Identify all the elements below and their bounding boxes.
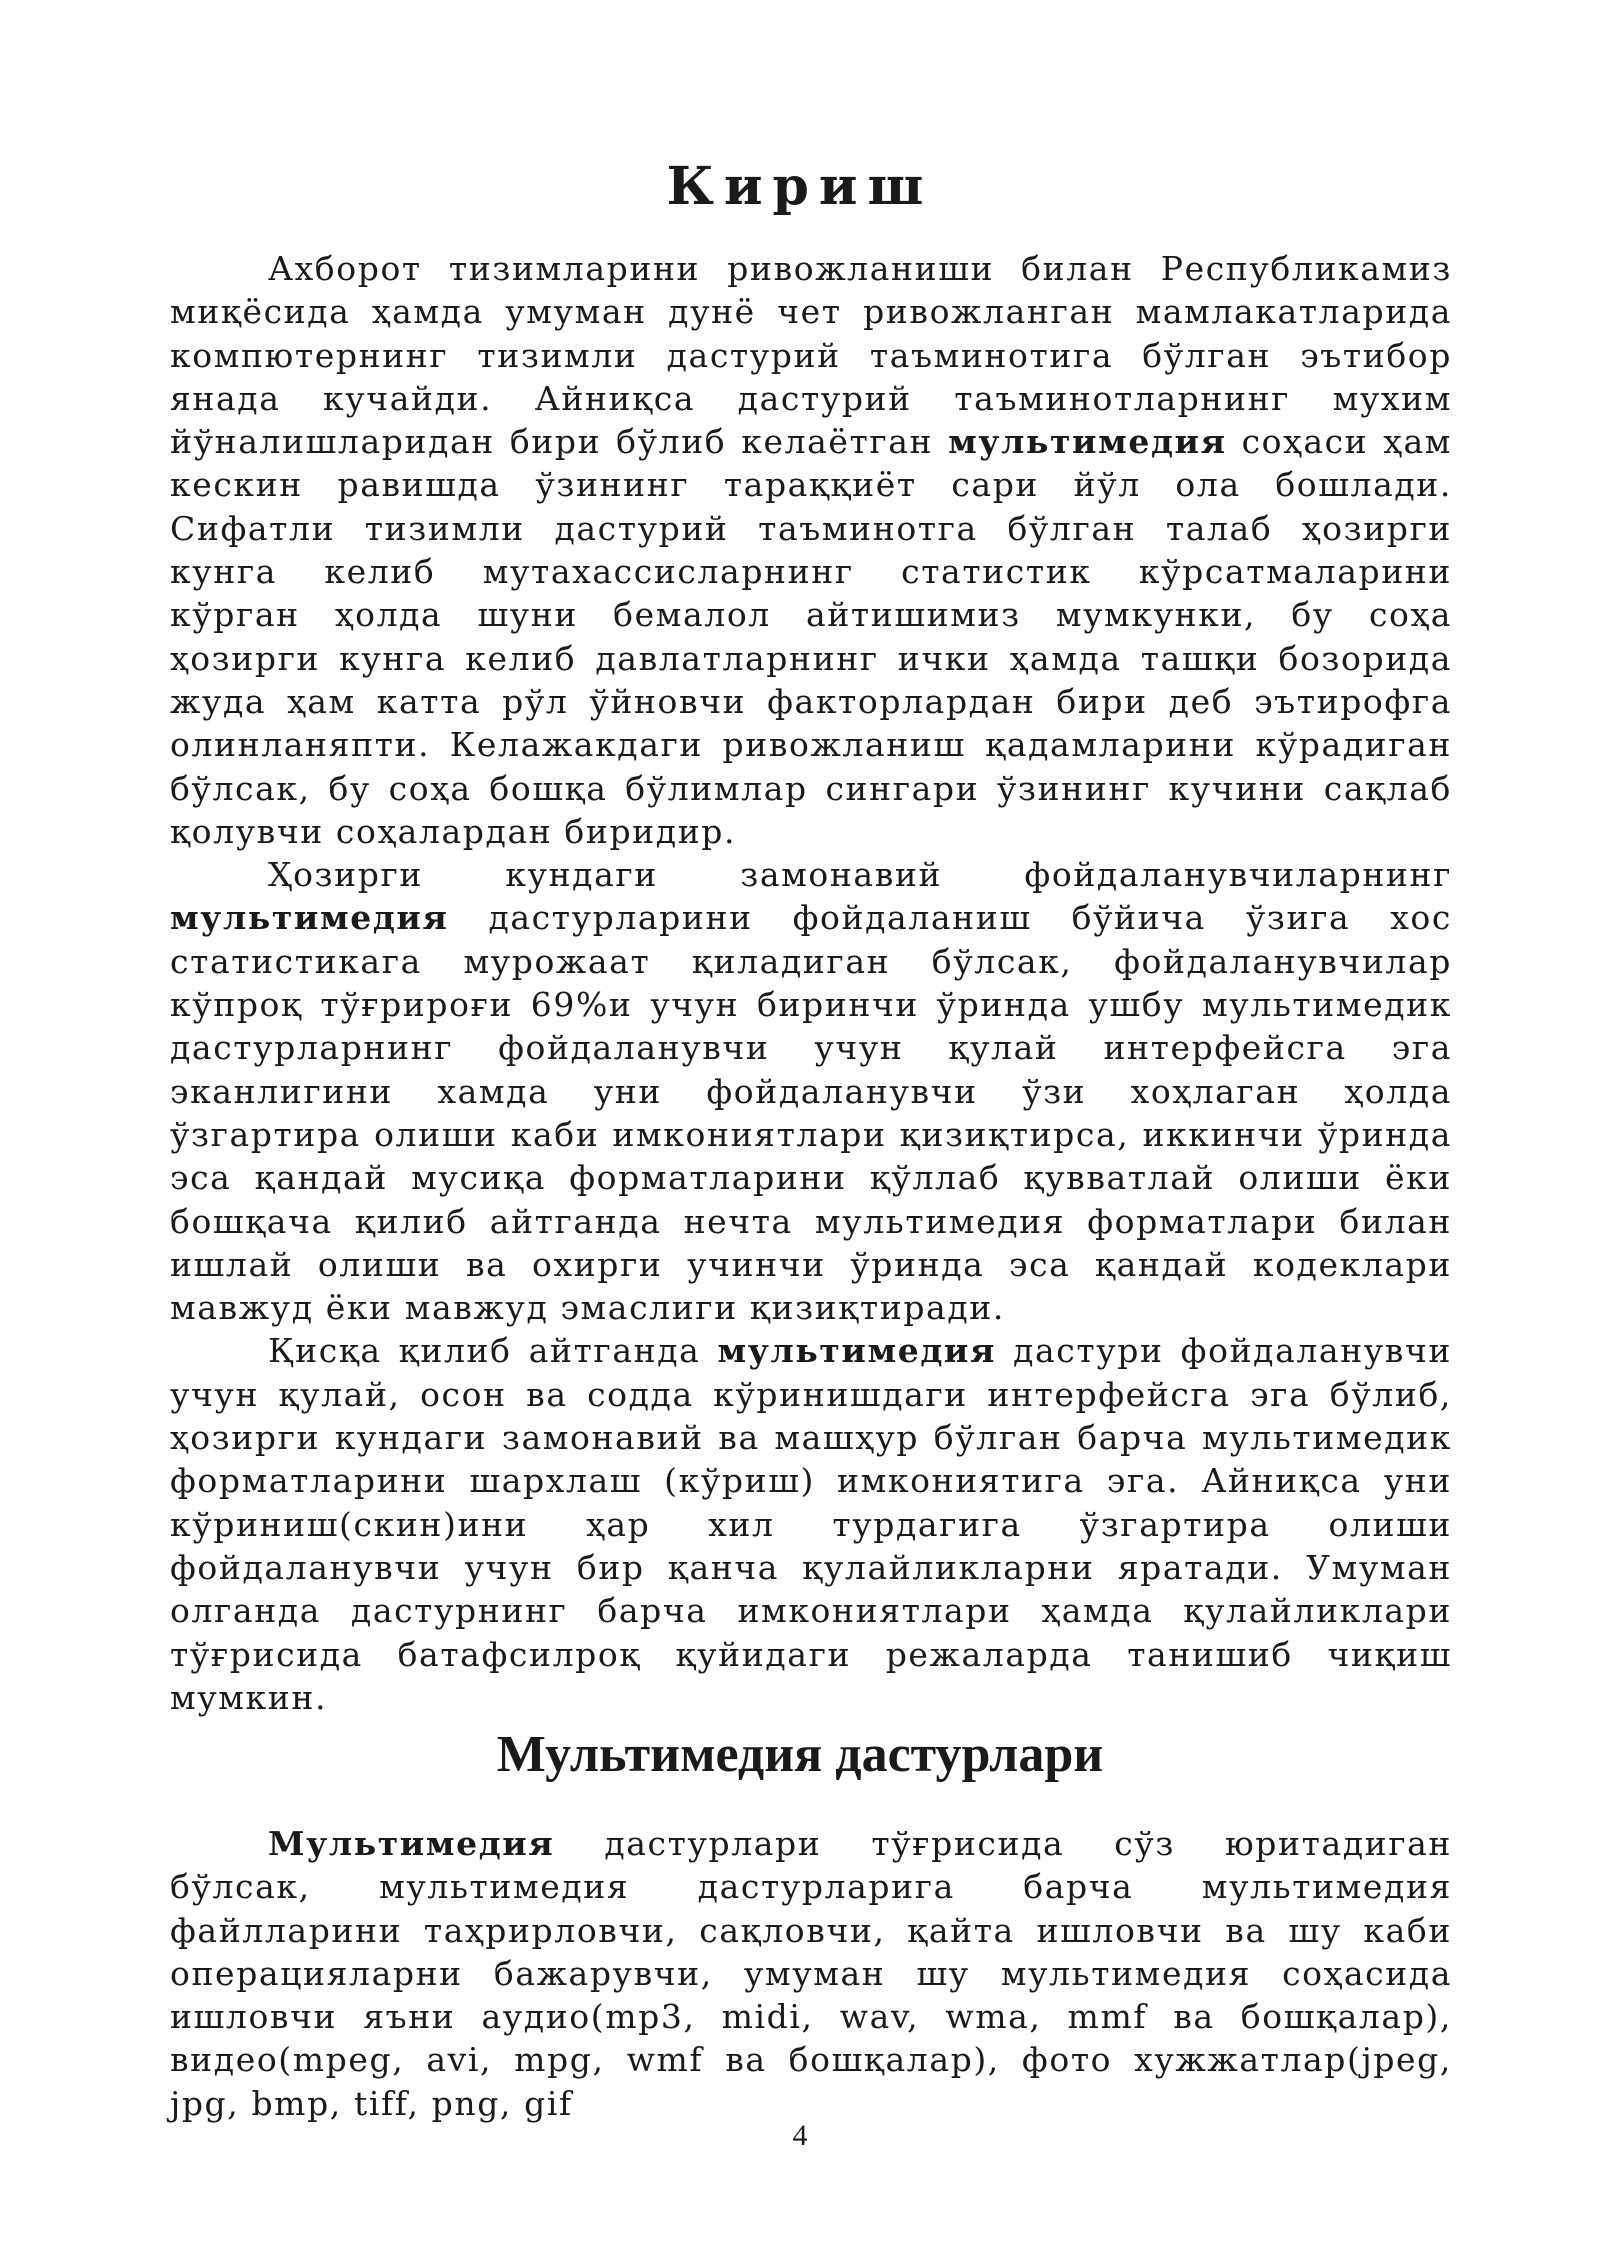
multimedia-text-block bbox=[170, 1822, 1452, 2125]
intro-text-block bbox=[170, 247, 1452, 1719]
page-number: 4 bbox=[792, 2119, 808, 2152]
bold-term: мультимедия bbox=[948, 422, 1227, 462]
bold-term: мультимедия bbox=[170, 898, 449, 938]
multimedia-paragraph: Мультимедия дастурлари тўғрисида сўз юритадиган бўлсак, мультимедия дастурларига барча мультимедия файлларини таҳрирловчи, сақловчи, қайта ишловчи ва шу каби операцияларни бажарувчи, умуман шу мультимедия соҳасида ишловчи яъни аудио(mp3, midi, wav, wma, mmf ва бошқалар), видео(mpeg, avi, mpg, wmf ва бошқалар), фото хужжатлар(jpeg, jpg, bmp, tiff, png, gif bbox=[170, 1824, 1452, 2123]
bold-term: мультимедия bbox=[717, 1331, 996, 1371]
intro-paragraph-3: Қисқа қилиб айтганда мультимедия дастури фойдаланувчи учун қулай, осон ва содда кўринишдаги интерфейсга эга бўлиб, ҳозирги кундаги замонавий ва машҳур бўлган барча мультимедик форматларини шархлаш (кўриш) имкониятига эга. Айниқса уни кўриниш(скин)ини ҳар хил турдагига ўзгартира олиши фойдаланувчи учун бир қанча қулайликларни яратади. Умуман олганда дастурнинг барча имкониятлари ҳамда қулайликлари тўғрисида батафсилроқ қуйидаги режаларда танишиб чиқиш мумкин. bbox=[170, 1331, 1452, 1717]
bold-term: Мультимедия bbox=[268, 1824, 555, 1863]
heading-intro: Кириш bbox=[666, 156, 934, 217]
intro-paragraph-2: Ҳозирги кундаги замонавий фойдаланувчиларнинг мультимедия дастурларини фойдаланиш бўйича ўзига хос статистикага мурожаат қиладиган бўлсак, фойдаланувчилар кўпроқ тўғрироғи 69%и учун биринчи ўринда ушбу мультимедик дастурларнинг фойдаланувчи учун қулай интерфейсга эга эканлигини хамда уни фойдаланувчи ўзи хоҳлаган ҳолда ўзгартира олиши каби имкониятлари қизиқтирса, иккинчи ўринда эса қандай мусиқа форматларини қўллаб қувватлай олиши ёки бошқача қилиб айтганда нечта мультимедия форматлари билан ишлай олиши ва охирги учинчи ўринда эса қандай кодеклари мавжуд ёки мавжуд эмаслиги қизиқтиради. bbox=[170, 855, 1452, 1328]
heading-multimedia-programs: Мультимедия дастурлари bbox=[496, 1726, 1104, 1783]
intro-paragraph-1: Ахборот тизимларини ривожланиши билан Республикамиз миқёсида ҳамда умуман дунё чет ривожланган мамлакатларида компютернинг тизимли дастурий таъминотига бўлган эътибор янада кучайди. Айниқса дастурий таъминотларнинг мухим йўналишларидан бири бўлиб келаётган мультимедия соҳаси ҳам кескин равишда ўзининг тараққиёт сари йўл ола бошлади. Сифатли тизимли дастурий таъминотга бўлган талаб ҳозирги кунга келиб мутахассисларнинг статистик кўрсатмаларини кўрган ҳолда шуни бемалол айтишимиз мумкунки, бу соҳа ҳозирги кунга келиб давлатларнинг ички ҳамда ташқи бозорида жуда ҳам катта рўл ўйновчи факторлардан бири деб эътирофга олинланяпти. Келажакдаги ривожланиш қадамларини кўрадиган бўлсак, бу соҳа бошқа бўлимлар сингари ўзининг кучини сақлаб қолувчи соҳалардан биридир. bbox=[170, 249, 1452, 851]
